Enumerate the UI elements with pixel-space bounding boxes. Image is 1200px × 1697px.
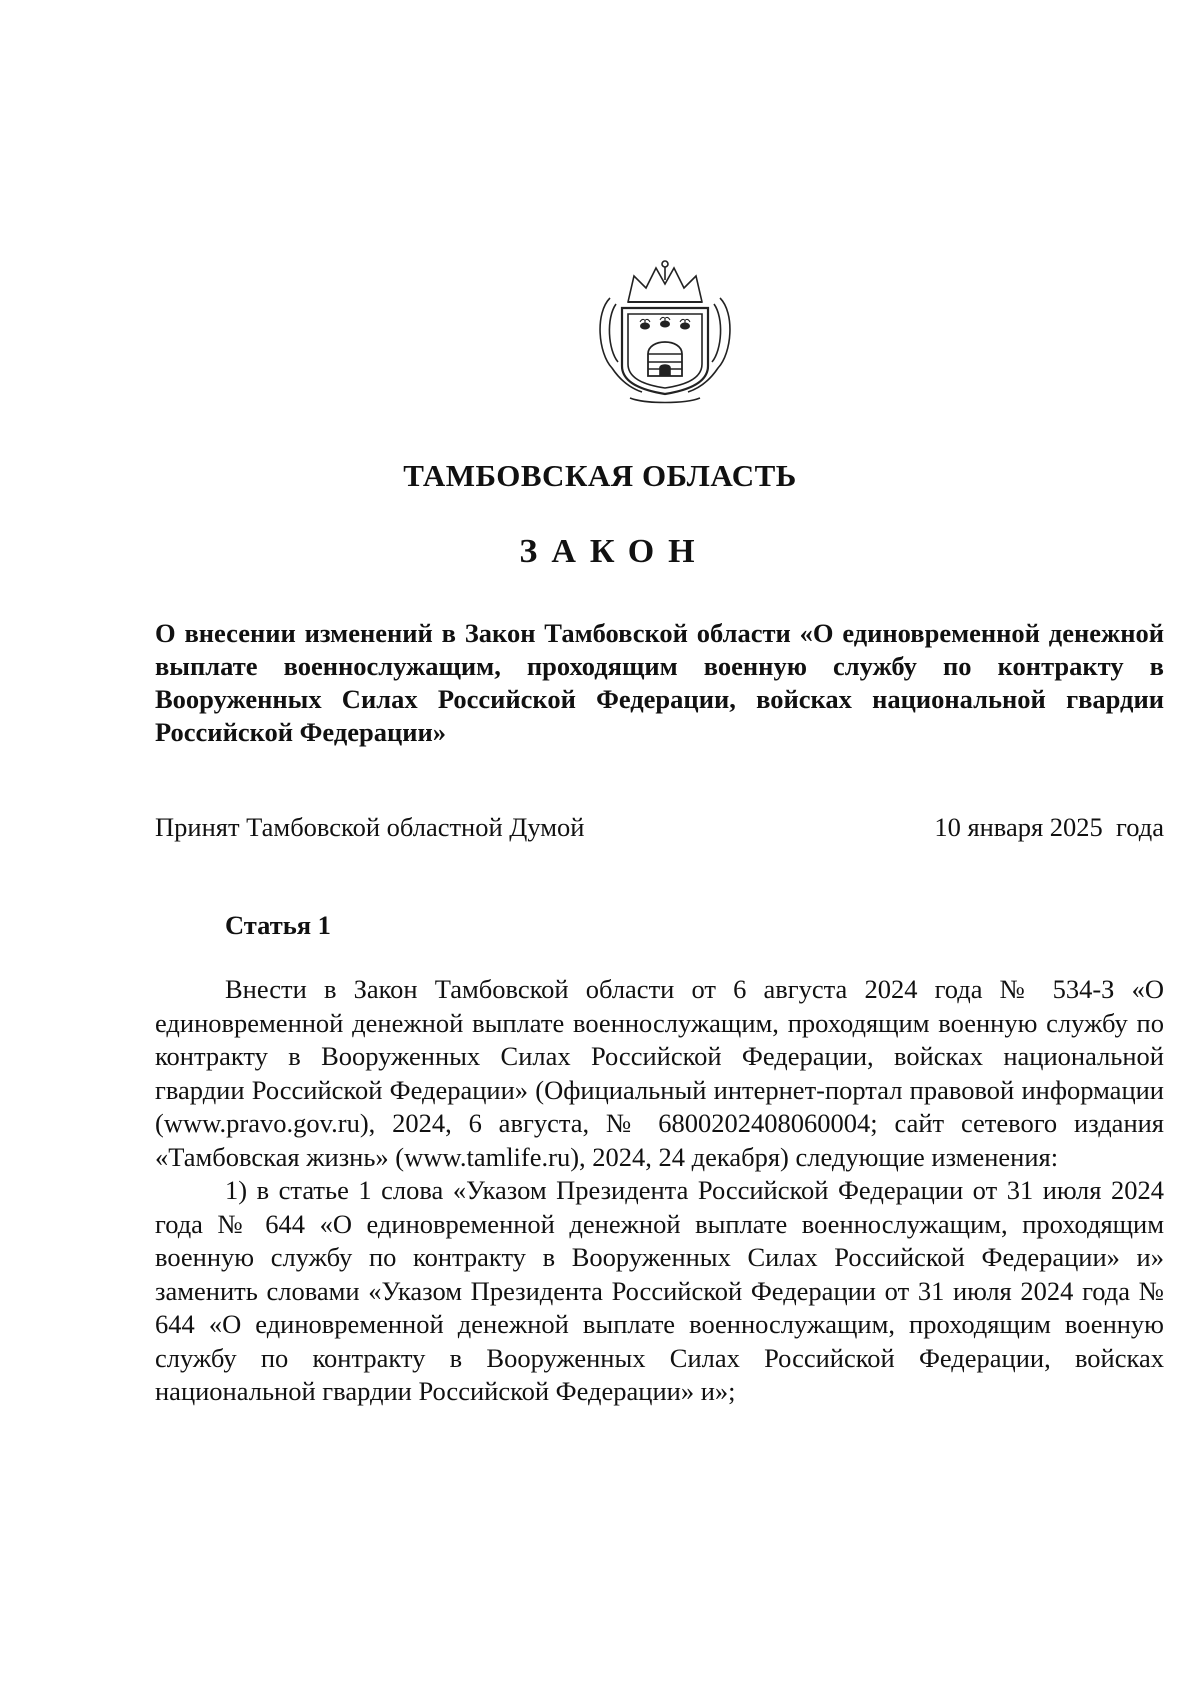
region-name: ТАМБОВСКАЯ ОБЛАСТЬ [403,458,797,493]
paragraph: 1) в статье 1 слова «Указом Президента Российской Федерации от 31 июля 2024 года № 644 «О единовременной денежной выплате военнослужащим, проходящим военную службу по контракту в Вооруженных Силах Российской Федерации» и» заменить словами «Указом Президента Российской Федерации от 31 июля 2024 года № 644 «О единовременной денежной выплате военнослужащим, проходящим военную службу по контракту в Вооруженных Силах Российской Федерации, войсках национальной гвардии Российской Федерации» и»; [155,1175,1164,1406]
adoption-line [155,812,1164,843]
paragraph: Внести в Закон Тамбовской области от 6 августа 2024 года № 534-З «О единовременной денежной выплате военнослужащим, проходящим военную службу по контракту в Вооруженных Силах Российской Федерации, войсках национальной гвардии Российской Федерации» (Официальный интернет-портал правовой информации (www.pravo.gov.ru), 2024, 6 августа, № 6800202408060004; сайт сетевого издания «Тамбовская жизнь» (www.tamlife.ru), 2024, 24 декабря) следующие изменения: [155,974,1164,1172]
law-title: О внесении изменений в Закон Тамбовской области «О единовременной денежной выплате военнослужащим, проходящим военную службу по контракту в Вооруженных Силах Российской Федерации, войсках национальной гвардии Российской Федерации» [155,618,1164,747]
article-body [155,973,1164,1409]
adoption-date: 10 января 2025 года [934,812,1164,842]
tambov-coat-of-arms-icon [590,258,740,408]
article-heading: Статья 1 [225,910,331,940]
document-type: ЗАКОН [519,533,709,570]
adopted-by: Принят Тамбовской областной Думой [155,812,585,842]
